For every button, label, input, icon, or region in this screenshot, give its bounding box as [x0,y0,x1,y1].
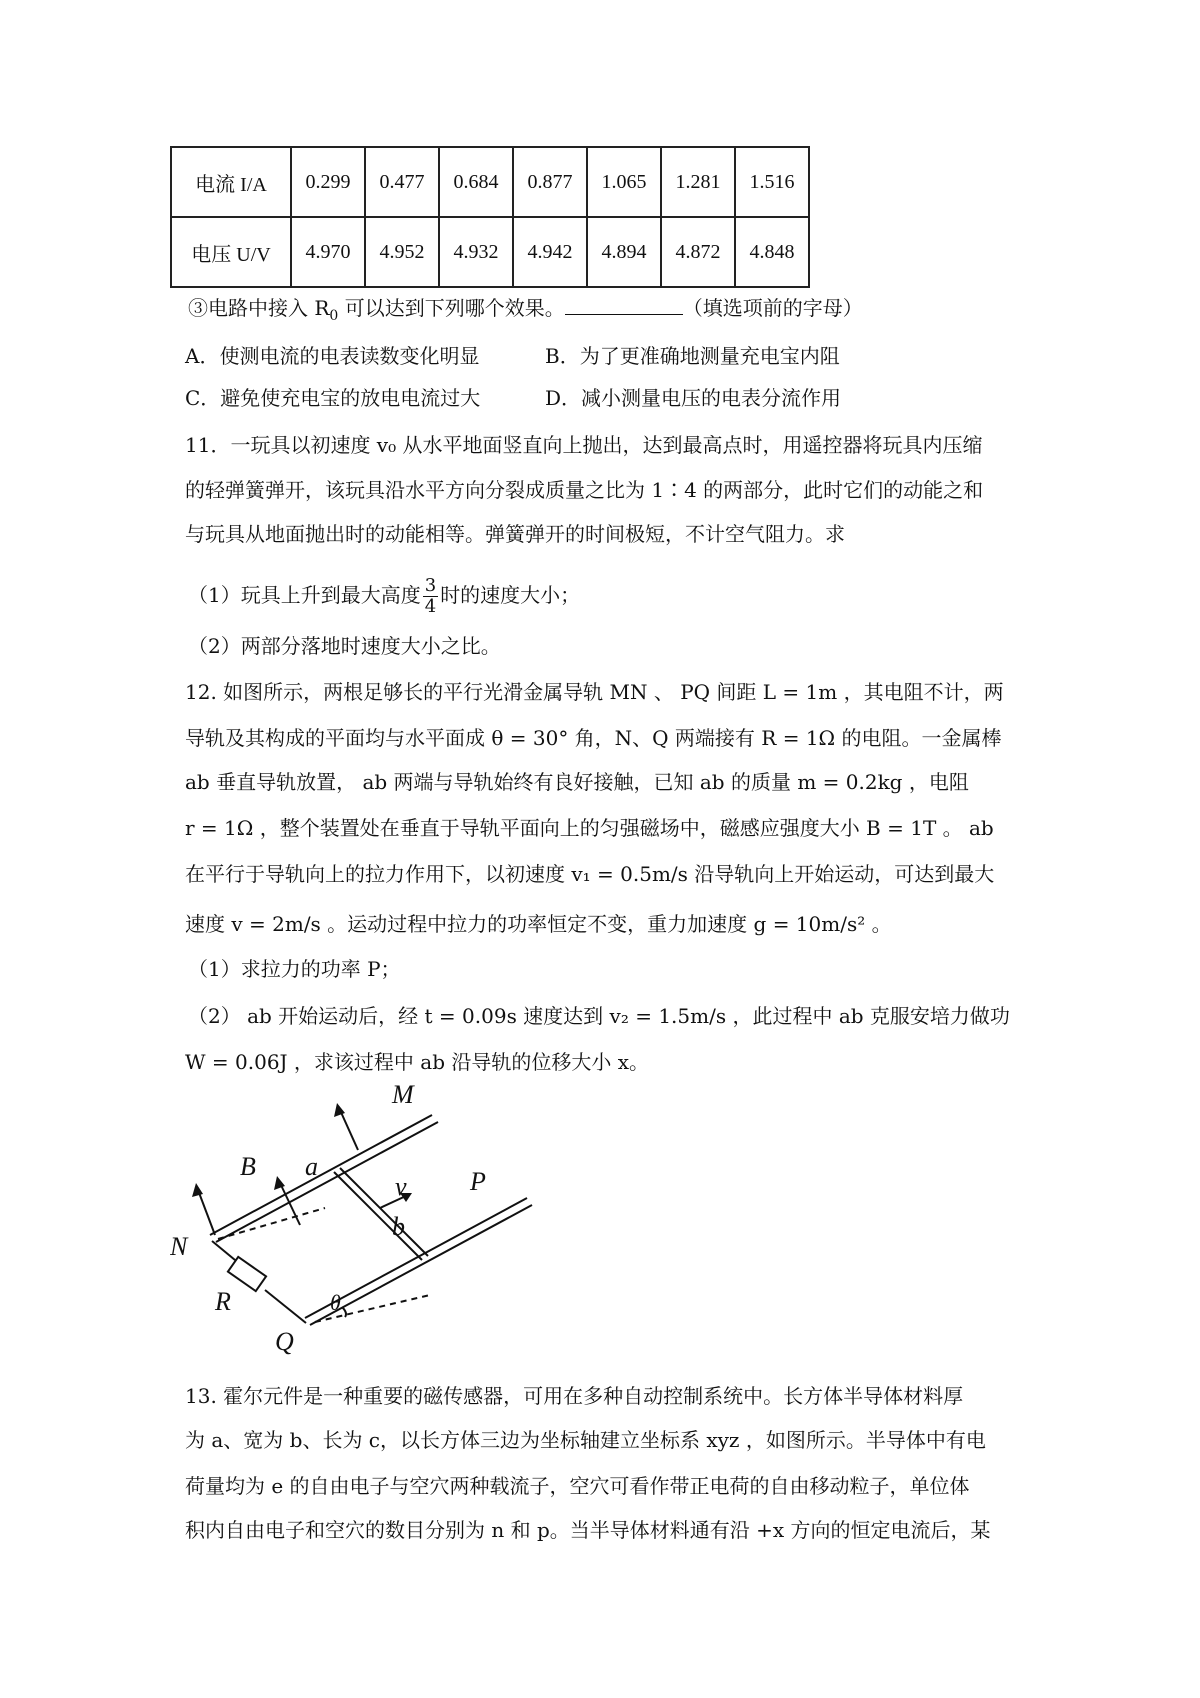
q10-3-stem-post: 可以达到下列哪个效果。 [338,296,565,320]
field-arrow-left [198,1190,215,1235]
q13-line-4: 积内自由电子和空穴的数目分别为 n 和 p。当半导体材料通有沿 +x 方向的恒定电流后，某 [185,1518,991,1542]
label-theta: θ [330,1290,341,1315]
option-b: B．为了更准确地测量充电宝内阻 [545,344,840,368]
q12-line-3: ab 垂直导轨放置， ab 两端与导轨始终有良好接触，已知 ab 的质量 m = 0.2kg ，电阻 [185,770,969,794]
q10-3-stem-pre: ③电路中接入 R [188,296,330,320]
q11-line-2: 的轻弹簧弹开，该玩具沿水平方向分裂成质量之比为 1∶4 的两部分，此时它们的动能之和 [185,478,984,502]
table-cell: 0.477 [365,147,439,217]
data-table [170,146,810,288]
label-m: M [392,1080,414,1109]
q12-part-2-line-1: （2） ab 开始运动后，经 t = 0.09s 速度达到 v₂ = 1.5m/s ，此过程中 ab 克服安培力做功 [188,1004,1010,1028]
wire-q [265,1290,306,1323]
q12-line-2: 导轨及其构成的平面均与水平面成 θ = 30° 角，N、Q 两端接有 R = 1Ω 的电阻。一金属棒 [185,726,1002,750]
angle-arc [342,1307,346,1317]
q11-part-1-post: 时的速度大小； [440,583,581,607]
rail-diagram [170,1075,590,1355]
table-cell: 0.299 [291,147,365,217]
label-n: N [170,1232,188,1261]
fraction [423,576,438,617]
answer-blank [565,294,683,315]
q11-line-3: 与玩具从地面抛出时的动能相等。弹簧弹开的时间极短，不计空气阻力。求 [185,522,845,546]
q13-line-3: 荷量均为 e 的自由电子与空穴两种载流子，空穴可看作带正电荷的自由移动粒子，单位体 [185,1474,970,1498]
field-arrow-top [340,1110,358,1150]
row-header-current: 电流 I/A [171,147,291,217]
table-cell: 4.848 [735,217,809,287]
table-row-current [171,147,809,217]
field-arrow-mid [280,1183,300,1225]
table-cell: 4.872 [661,217,735,287]
row-header-voltage: 电压 U/V [171,217,291,287]
q12-part-2-line-2: W = 0.06J ，求该过程中 ab 沿导轨的位移大小 x。 [185,1050,650,1074]
q10-3-stem [188,294,863,330]
q12-line-5: 在平行于导轨向上的拉力作用下，以初速度 v₁ = 0.5m/s 沿导轨向上开始运动，可达到最大 [185,862,995,886]
label-q: Q [275,1327,294,1355]
q12-part-1: （1）求拉力的功率 P； [188,957,401,981]
rod-ab-edge [340,1168,428,1256]
table-cell: 4.932 [439,217,513,287]
option-a: A．使测电流的电表读数变化明显 [185,344,480,368]
rod-ab [334,1172,422,1260]
table-cell: 4.970 [291,217,365,287]
q13-line-1: 13. 霍尔元件是一种重要的磁传感器，可用在多种自动控制系统中。长方体半导体材料厚 [185,1384,964,1408]
table-cell: 4.942 [513,217,587,287]
q12-line-4: r = 1Ω ，整个装置处在垂直于导轨平面向上的匀强磁场中，磁感应强度大小 B = 1T 。 ab [185,816,994,840]
arrowhead-b-top [334,1103,345,1117]
fraction-denominator: 4 [424,596,437,617]
q11-part-2: （2）两部分落地时速度大小之比。 [188,634,501,658]
label-r: R [215,1287,231,1316]
table-cell: 1.516 [735,147,809,217]
q11-part-1 [188,576,580,617]
q11-part-1-pre: （1）玩具上升到最大高度 [188,583,421,607]
q12-line-1: 12. 如图所示，两根足够长的平行光滑金属导轨 MN 、 PQ 间距 L = 1m ，其电阻不计，两 [185,680,1004,704]
label-b-field: B [240,1152,256,1181]
q12-line-6: 速度 v = 2m/s 。运动过程中拉力的功率恒定不变，重力加速度 g = 10m/s² 。 [185,912,892,936]
option-d: D．减小测量电压的电表分流作用 [545,386,842,410]
wire-n [212,1241,235,1260]
q11-line-1: 11．一玩具以初速度 v₀ 从水平地面竖直向上抛出，达到最高点时，用遥控器将玩具内压缩 [185,433,983,457]
option-c: C．避免使充电宝的放电电流过大 [185,386,481,410]
table-cell: 1.065 [587,147,661,217]
label-v: v [395,1172,407,1201]
q10-3-stem-sub: 0 [329,308,339,324]
table-cell: 1.281 [661,147,735,217]
q10-3-hint: （填选项前的字母） [682,296,863,320]
table-row-voltage [171,217,809,287]
label-p: P [470,1167,486,1196]
arrowhead-b-left [192,1183,203,1197]
q13-line-2: 为 a、宽为 b、长为 c，以长方体三边为坐标轴建立坐标系 xyz ，如图所示。半导体中有电 [185,1428,986,1452]
table-cell: 0.684 [439,147,513,217]
fraction-numerator: 3 [424,575,437,596]
resistor-icon [228,1257,266,1291]
label-a: a [305,1152,318,1181]
label-b-end: b [392,1212,405,1241]
table-cell: 4.894 [587,217,661,287]
table-cell: 4.952 [365,217,439,287]
table-cell: 0.877 [513,147,587,217]
